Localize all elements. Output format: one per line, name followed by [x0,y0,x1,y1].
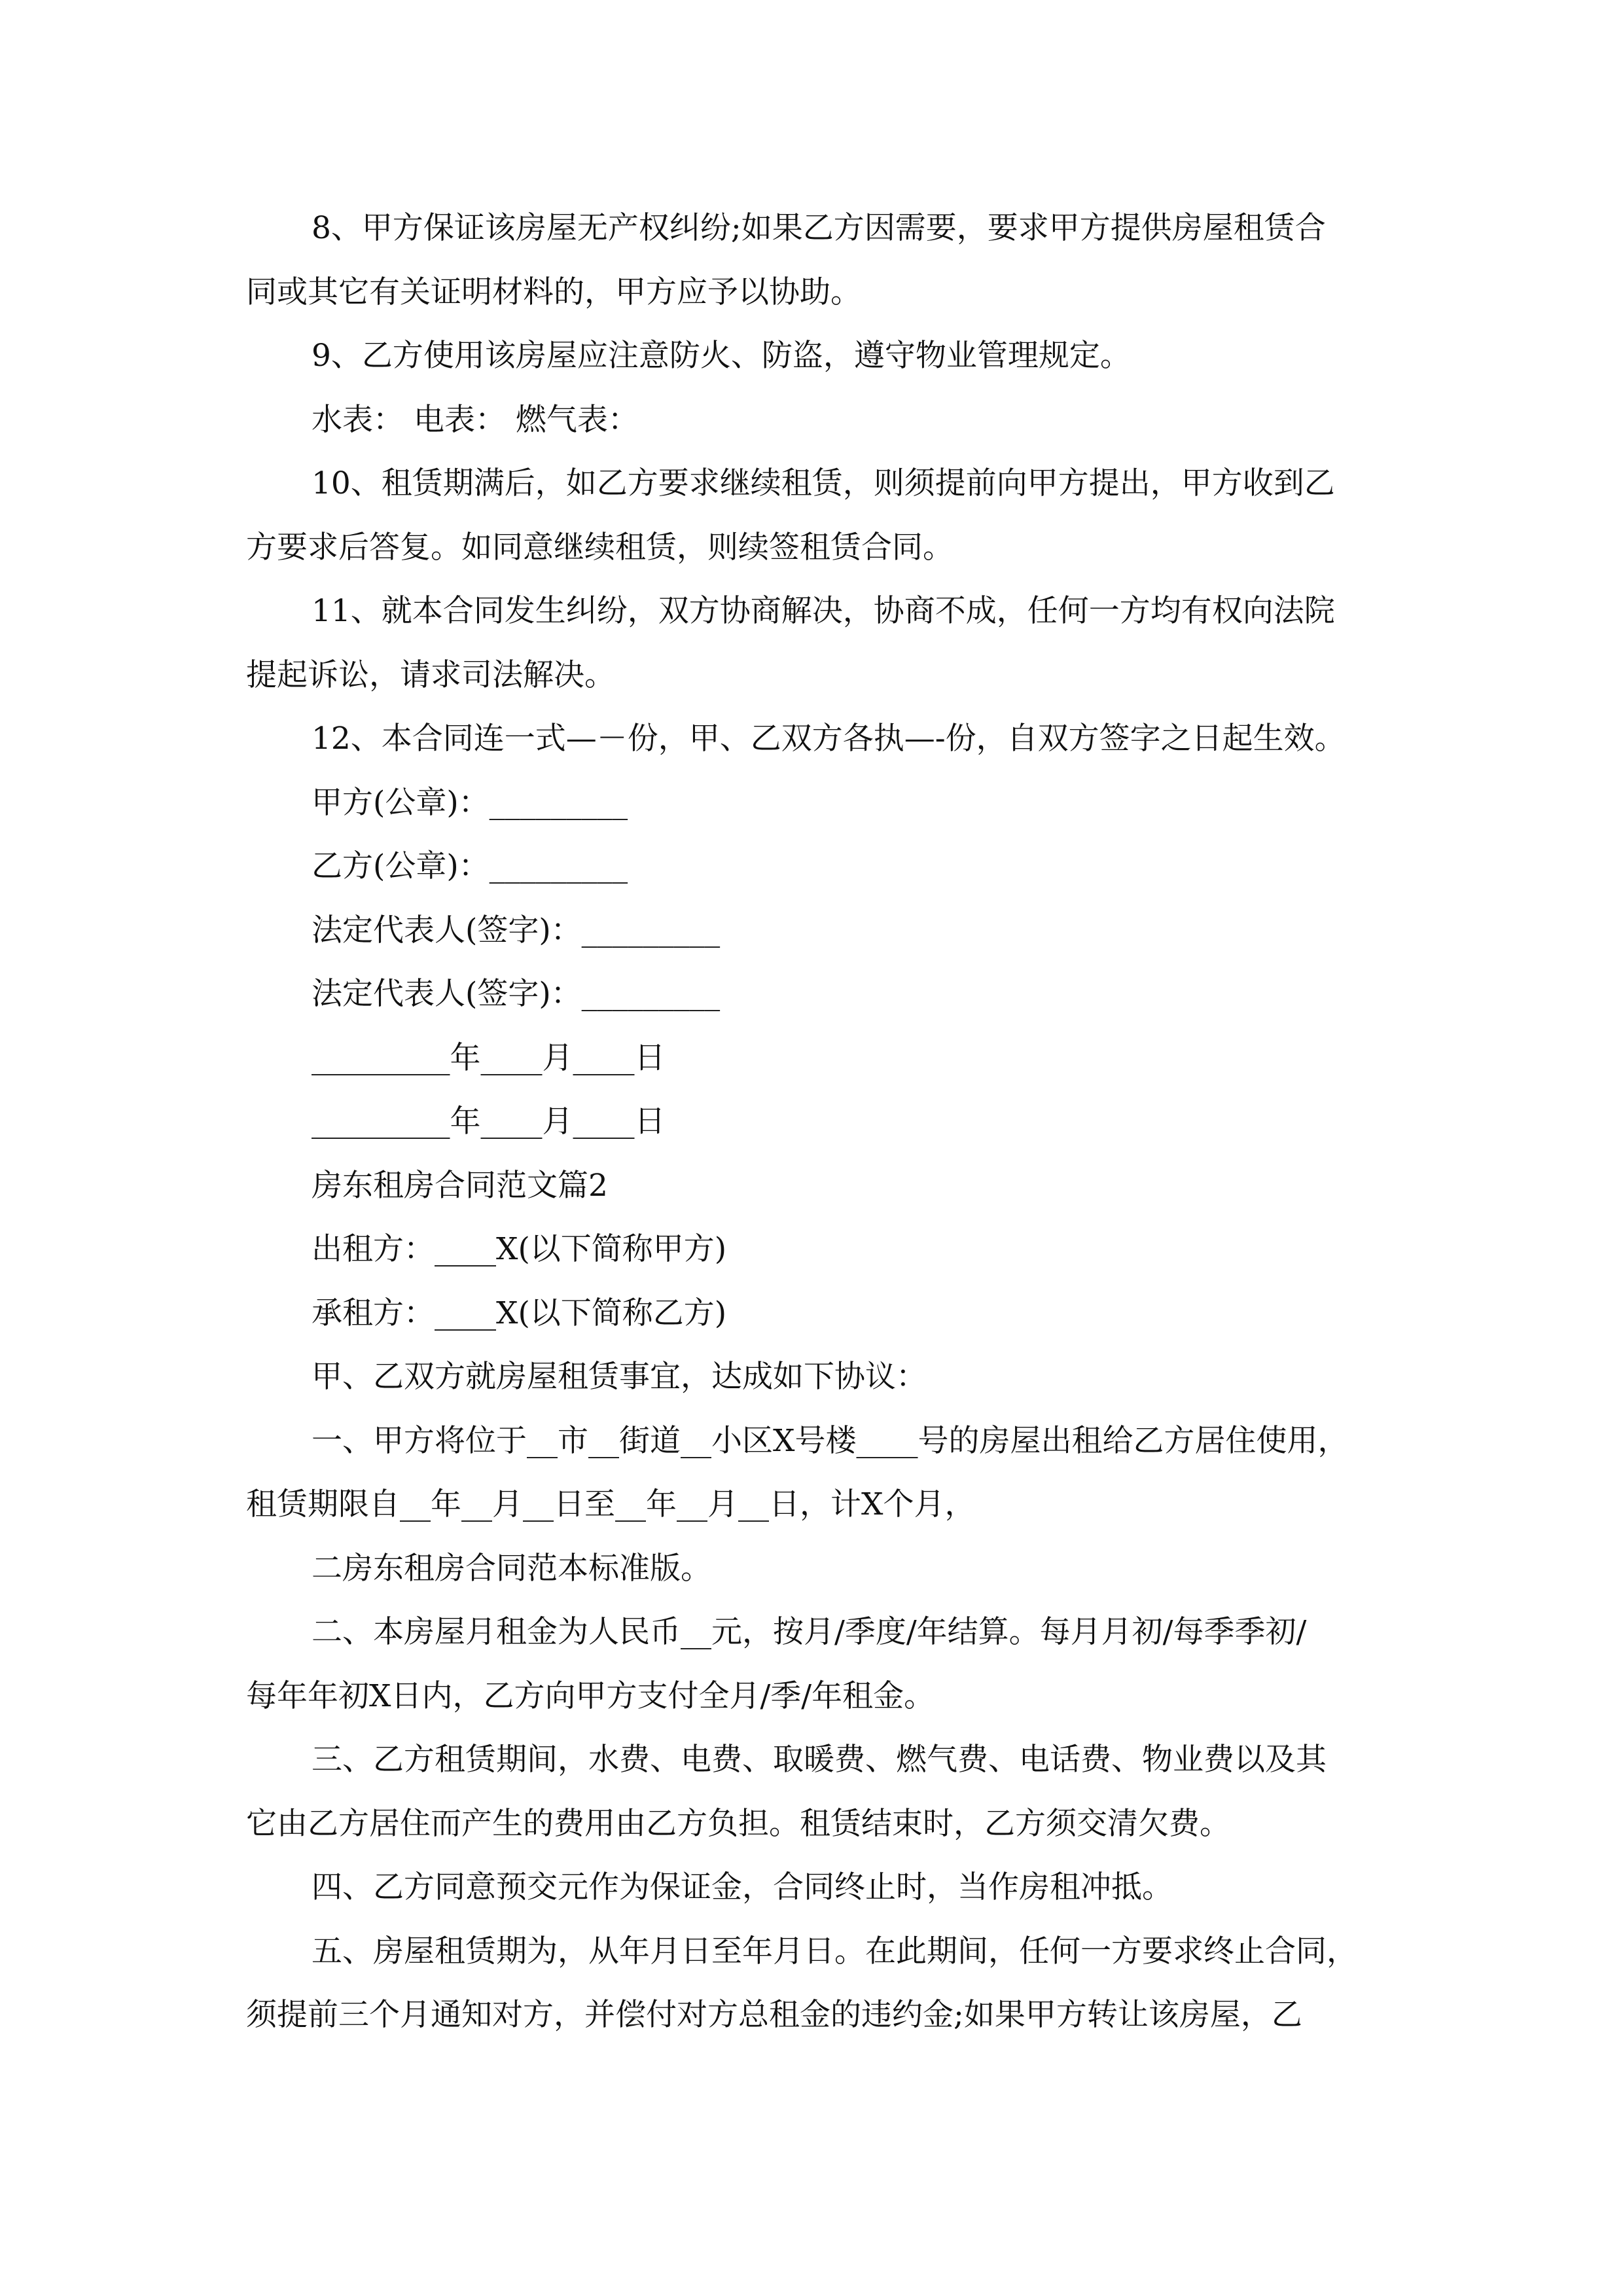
paragraph-line: 一、甲方将位于__市__街道__小区X号楼____号的房屋出租给乙方居住使用， [312,1422,1349,1459]
document-body [246,196,1398,2047]
paragraph-line: 提起诉讼，请求司法解决。 [246,656,615,693]
paragraph-line: 四、乙方同意预交元作为保证金，合同终止时，当作房租冲抵。 [312,1869,1173,1905]
paragraph-line: 方要求后答复。如同意继续租赁，则续签租赁合同。 [246,529,954,565]
paragraph-line: 同或其它有关证明材料的，甲方应予以协助。 [246,274,861,310]
paragraph-line: 五、房屋租赁期为，从年月日至年月日。在此期间，任何一方要求终止合同， [312,1933,1357,1969]
paragraph-line: 8、甲方保证该房屋无产权纠纷;如果乙方因需要，要求甲方提供房屋租赁合 [312,210,1326,246]
paragraph-line: 10、租赁期满后，如乙方要求继续租赁，则须提前向甲方提出，甲方收到乙 [312,465,1335,501]
paragraph-line: 它由乙方居住而产生的费用由乙方负担。租赁结束时，乙方须交清欠费。 [246,1805,1230,1842]
paragraph-line: 三、乙方租赁期间，水费、电费、取暖费、燃气费、电话费、物业费以及其 [312,1742,1327,1778]
signature-legal-rep-b: 法定代表人(签字)：_________ [312,976,721,1012]
paragraph-line: 二、本房屋月租金为人民币__元，按月/季度/年结算。每月月初/每季季初/ [312,1614,1307,1650]
section-title: 房东租房合同范文篇2 [312,1167,608,1204]
lessee-line: 承租方：____X(以下简称乙方) [312,1295,727,1331]
paragraph-line: 9、乙方使用该房屋应注意防火、防盗，遵守物业管理规定。 [312,338,1131,374]
paragraph-line: 每年年初X日内，乙方向甲方支付全月/季/年租金。 [246,1677,935,1714]
paragraph-line: 二房东租房合同范本标准版。 [312,1550,711,1587]
paragraph-line: 甲、乙双方就房屋租赁事宜，达成如下协议： [312,1359,927,1395]
signature-date-a: _________年____月____日 [312,1039,666,1076]
meter-line: 水表： 电表： 燃气表： [312,401,639,438]
paragraph-line: 12、本合同连一式—－份，甲、乙双方各执—-份，自双方签字之日起生效。 [312,721,1346,757]
signature-party-a: 甲方(公章)：_________ [312,784,628,821]
signature-party-b: 乙方(公章)：_________ [312,848,628,884]
lessor-line: 出租方：____X(以下简称甲方) [312,1231,727,1267]
signature-legal-rep-a: 法定代表人(签字)：_________ [312,912,721,948]
signature-date-b: _________年____月____日 [312,1103,666,1139]
paragraph-line: 租赁期限自__年__月__日至__年__月__日，计X个月， [246,1486,976,1522]
paragraph-line: 11、就本合同发生纠纷，双方协商解决，协商不成，任何一方均有权向法院 [312,593,1335,629]
paragraph-line: 须提前三个月通知对方，并偿付对方总租金的违约金;如果甲方转让该房屋，乙 [246,1997,1302,2033]
